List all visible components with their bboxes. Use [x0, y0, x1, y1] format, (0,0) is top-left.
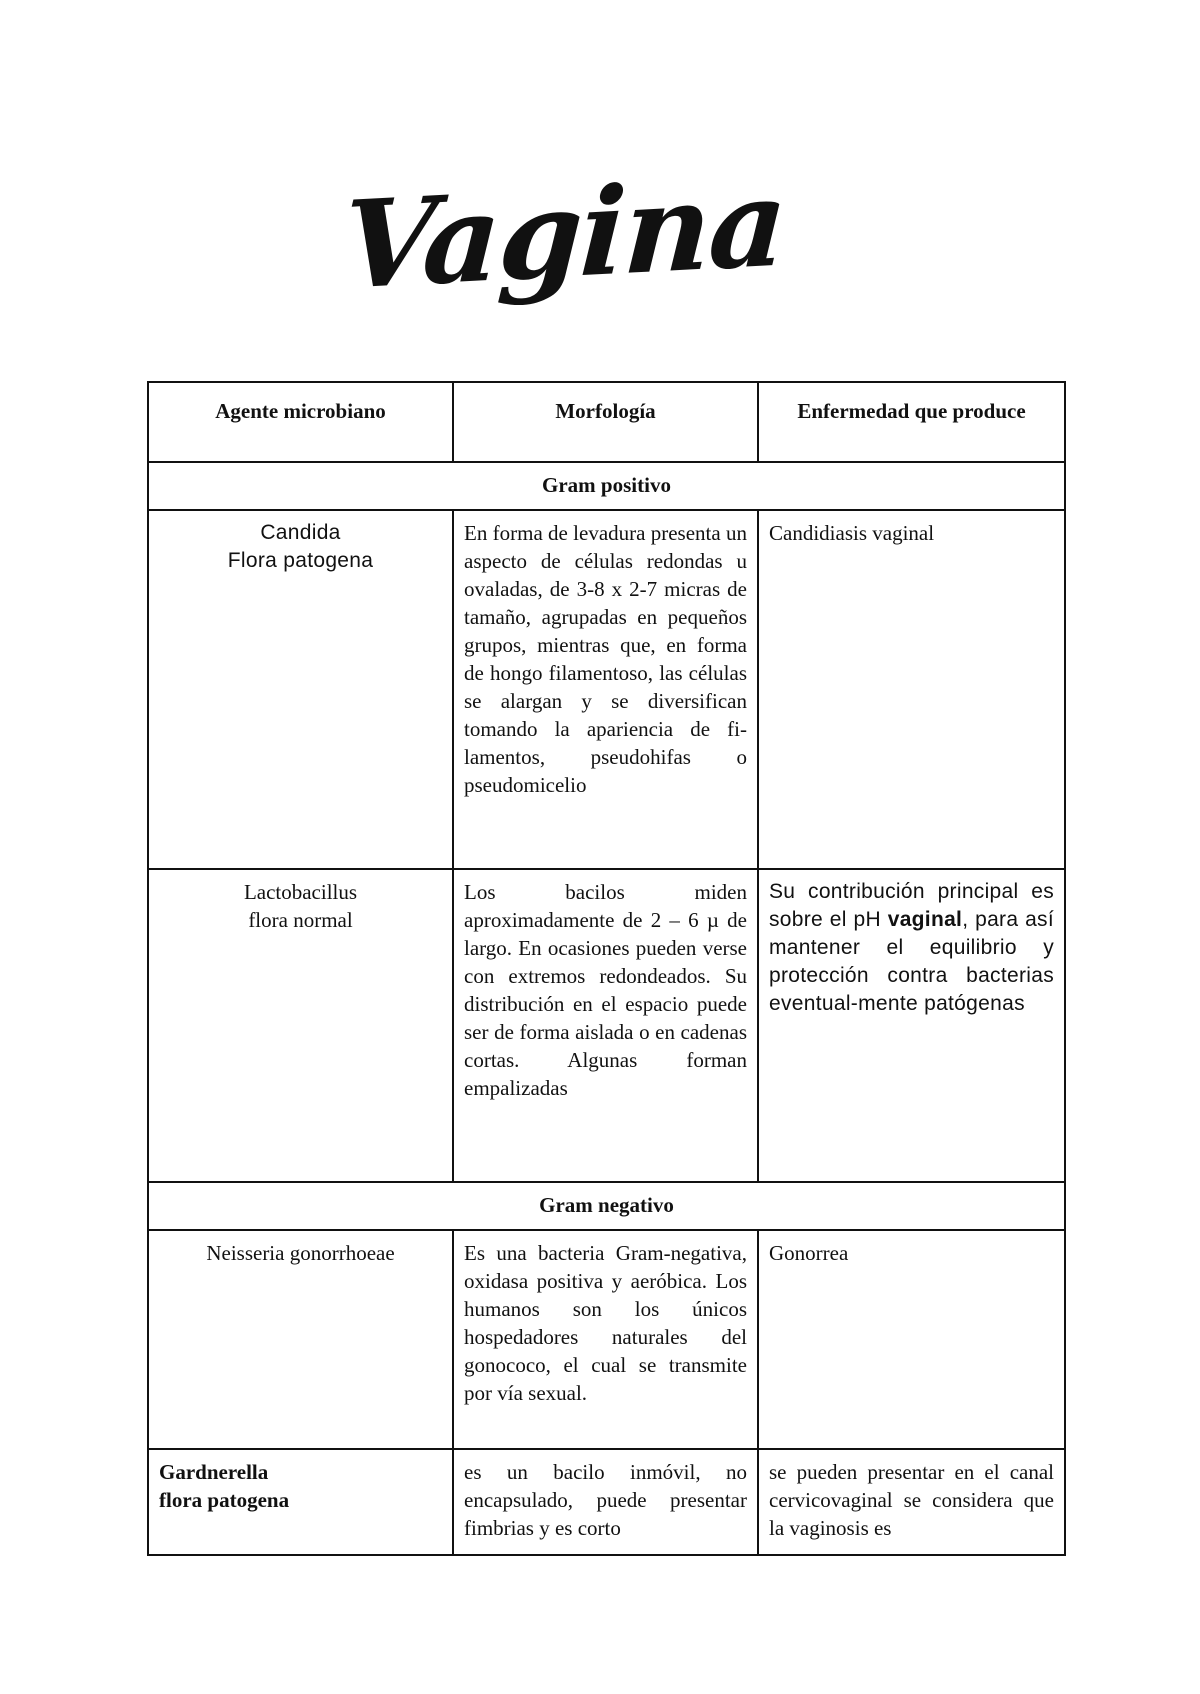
column-header-morphology: Morfología — [453, 382, 758, 462]
agent-cell — [148, 1449, 453, 1555]
morphology-cell: Los bacilos miden aproximadamente de 2 – 6 µ de largo. En ocasiones pueden verse con extremos redondeados. Su distribución en el espacio puede ser de forma aislada o en cadenas cortas. Algunas forman empalizadas — [453, 869, 758, 1182]
column-header-disease: Enfermedad que produce — [758, 382, 1065, 462]
agent-name: Gardnerella — [159, 1460, 269, 1484]
disease-cell: Gonorrea — [758, 1230, 1065, 1449]
column-header-agent: Agente microbiano — [148, 382, 453, 462]
table-header-row — [148, 382, 1065, 462]
table-row — [148, 510, 1065, 869]
agent-name: Lactobacillus — [243, 880, 358, 904]
section-row-gram-positive — [148, 462, 1065, 510]
disease-text-bold: vaginal — [887, 908, 963, 931]
agent-flora: flora normal — [248, 908, 353, 932]
morphology-cell: es un bacilo inmóvil, no encapsulado, puede presentar fimbrias y es corto — [453, 1449, 758, 1555]
microbial-agents-table — [147, 381, 1066, 1556]
disease-cell: se pueden presentar en el canal cervicovaginal se considera que la vaginosis es — [758, 1449, 1065, 1555]
morphology-cell: En forma de levadura presenta un aspecto de células redondas u ovaladas, de 3-8 x 2-7 micras de tamaño, agrupadas en pequeños grupos, mientras que, en forma de hongo filamentoso, las células se alargan y se diversifican tomando la apariencia de fi-lamentos, pseudohifas o pseudomicelio — [453, 510, 758, 869]
disease-cell — [758, 869, 1065, 1182]
agent-name: Candida — [260, 521, 341, 544]
agent-cell — [148, 510, 453, 869]
agent-cell — [148, 1230, 453, 1449]
disease-text-start: Su contribución principal es sobre el pH — [769, 880, 1054, 931]
section-label: Gram positivo — [148, 462, 1065, 510]
table-row — [148, 1449, 1065, 1555]
page-title: Vagina — [339, 152, 789, 317]
table-row — [148, 1230, 1065, 1449]
disease-text-end: , para así mantener el equilibrio y protección contra bacterias eventual-mente patógenas — [769, 908, 1054, 1015]
morphology-cell: Es una bacteria Gram-negativa, oxidasa positiva y aeróbica. Los humanos son los únicos hospedadores naturales del gonococo, el cual se transmite por vía sexual. — [453, 1230, 758, 1449]
section-row-gram-negative — [148, 1182, 1065, 1230]
agent-flora: Flora patogena — [227, 549, 374, 572]
agent-name: Neisseria gonorrhoeae — [206, 1241, 395, 1265]
agent-cell — [148, 869, 453, 1182]
section-label: Gram negativo — [148, 1182, 1065, 1230]
table-row — [148, 869, 1065, 1182]
agent-flora: flora patogena — [159, 1488, 290, 1512]
disease-cell: Candidiasis vaginal — [758, 510, 1065, 869]
